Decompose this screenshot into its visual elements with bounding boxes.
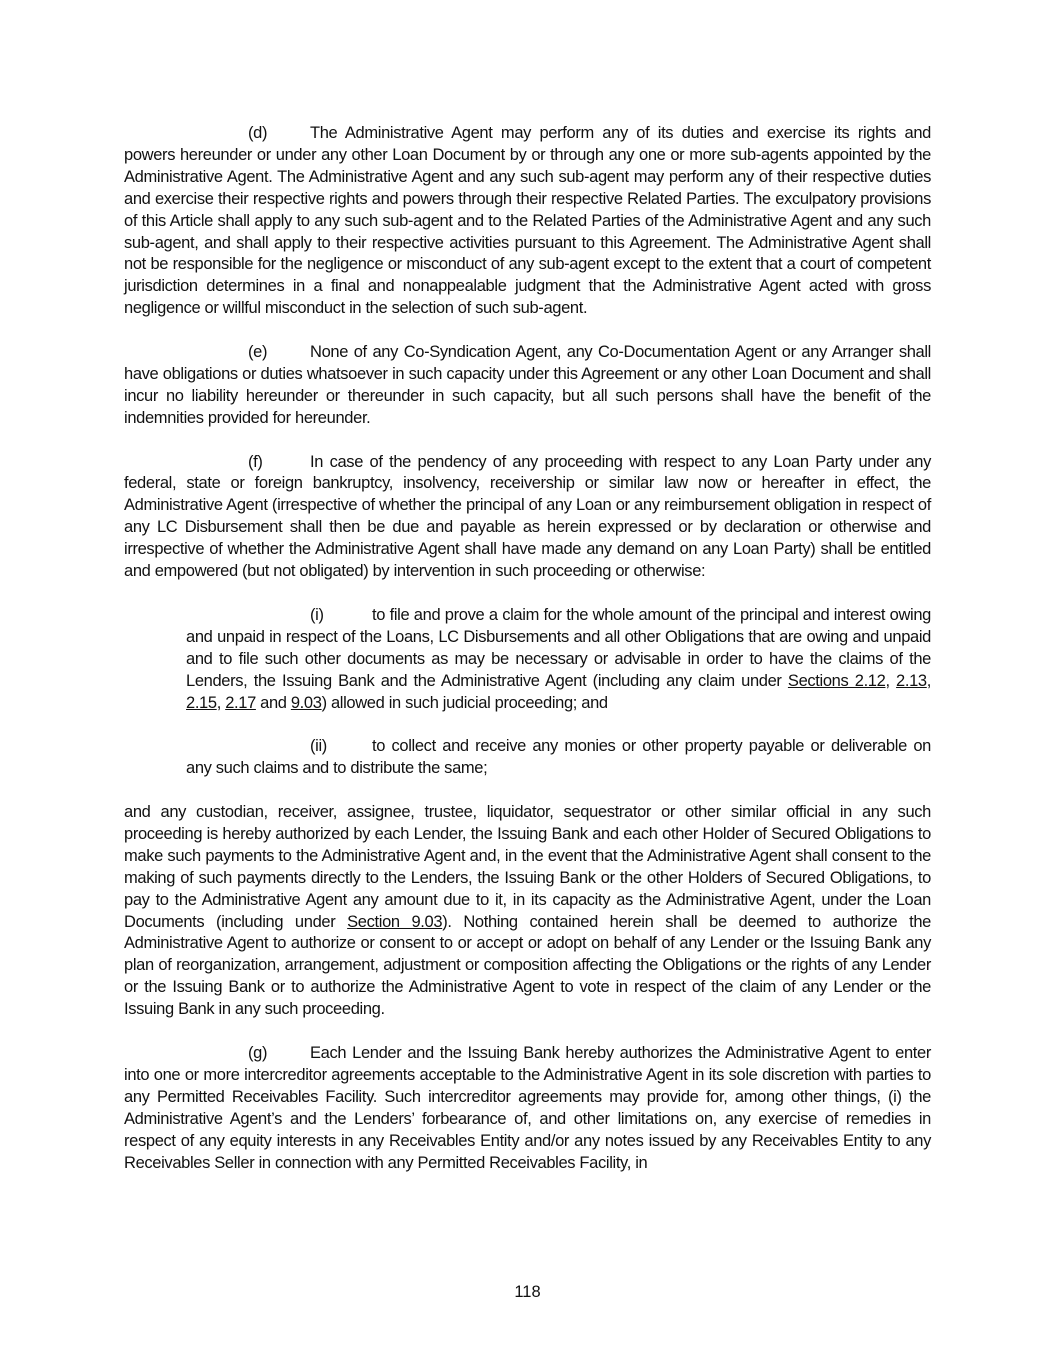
paragraph-d-text: The Administrative Agent may perform any of its duties and exercise its rights and powers hereunder or under any other Loan Document by or through any one or more sub-agents appointed by the Administrative Agent. The Administrative Agent and any such sub-agent may perform any of their respective duties and exercise their respective rights and powers through their respective Related Parties. The exculpatory provisions of this Article shall apply to any such sub-agent and to the Related Parties of the Administrative Agent and any such sub-agent, and shall apply to their respective activities pursuant to this Agreement. The Administrative Agent shall not be responsible for the negligence or misconduct of any sub-agent except to the extent that a court of competent jurisdiction determines in a final and nonappealable judgment that the Administrative Agent acted with gross negligence or willful misconduct in the selection of such sub-agent. [124,124,931,318]
paragraph-label-g: (g) [248,1043,268,1062]
paragraph-e-text: None of any Co-Syndication Agent, any Co-Documentation Agent or any Arranger shall have obligations or duties whatsoever in such capacity under this Agreement or any other Loan Document and shall incur no liability hereunder or thereunder in such capacity, but all such persons shall have the benefit of the indemnities provided for hereunder. [124,343,931,427]
paragraph-g [124,1043,931,1174]
separator: , [216,693,226,712]
subparagraph-label-i: (i) [310,605,324,624]
page-number: 118 [514,1283,541,1301]
subparagraph-ii-text: to collect and receive any monies or other property payable or deliverable on any such claims and to distribute the same; [186,737,931,778]
subparagraph-i-text-end: ) allowed in such judicial proceeding; and [321,693,608,712]
paragraph-label-d: (d) [248,124,268,142]
paragraph-label-e: (e) [248,343,268,362]
separator: and [255,693,291,712]
continuation-text-end: ). Nothing contained herein shall be deemed to authorize the Administrative Agent to authorize or consent to or accept or adopt on behalf of any Lender or the Issuing Bank any plan of reorganization, arrangement, adjustment or composition affecting the Obligations or the rights of any Lender or the Issuing Bank or to authorize the Administrative Agent to vote in respect of the claim of any Lender or the Issuing Bank in any such proceeding. [124,912,931,1019]
paragraph-e [124,342,931,430]
section-reference: 2.17 [225,693,256,712]
section-reference: 2.13 [896,671,927,690]
document-page [124,123,931,1196]
subparagraph-i-text: to file and prove a claim for the whole amount of the principal and interest owing and unpaid in respect of the Loans, LC Disbursements and all other Obligations that are owing and unpaid and to file such other documents as may be necessary or advisable in order to have the claims of the Lenders, the Issuing Bank and the Administrative Agent (including any claim under [186,605,931,690]
separator: , [885,671,897,690]
section-reference: Section 9.03 [347,912,443,931]
section-reference: 9.03 [290,693,322,712]
section-reference: Sections 2.12 [787,671,886,690]
section-reference: 2.15 [186,693,217,712]
subparagraph-i [186,605,931,715]
paragraph-d [124,123,931,320]
subparagraph-label-ii: (ii) [310,737,327,756]
paragraph-g-text: Each Lender and the Issuing Bank hereby authorizes the Administrative Agent to enter into one or more intercreditor agreements acceptable to the Administrative Agent in its sole discretion with parties to any Permitted Receivables Facility. Such intercreditor agreements may provide for, among other things, (i) the Administrative Agent’s and the Lenders’ forbearance of, and other limitations on, any exercise of remedies in respect of any equity interests in any Receivables Entity and/or any notes issued by any Receivables Entity to any Receivables Seller in connection with any Permitted Receivables Facility, in [124,1043,931,1172]
paragraph-continuation [124,802,931,1021]
subparagraph-ii [186,736,931,780]
continuation-text: and any custodian, receiver, assignee, trustee, liquidator, sequestrator or other similar official in any such proceeding is hereby authorized by each Lender, the Issuing Bank and each other Holder of Secured Obligations to make such payments to the Administrative Agent and, in the event that the Administrative Agent shall consent to the making of such payments directly to the Lenders, the Issuing Bank or the other Holders of Secured Obligations, to pay to the Administrative Agent any amount due to it, in its capacity as the Administrative Agent, under the Loan Documents (including under [124,803,931,931]
paragraph-label-f: (f) [248,452,263,471]
paragraph-f [124,452,931,583]
separator: , [926,671,931,690]
paragraph-f-text: In case of the pendency of any proceeding with respect to any Loan Party under any federal, state or foreign bankruptcy, insolvency, receivership or similar law now or hereafter in effect, the Administrative Agent (irrespective of whether the principal of any Loan or any reimbursement obligation in respect of any LC Disbursement shall then be due and payable as herein expressed or by declaration or otherwise and irrespective of whether the Administrative Agent shall have made any demand on any Loan Party) shall be entitled and empowered (but not obligated) by intervention in such proceeding or otherwise: [124,452,931,581]
